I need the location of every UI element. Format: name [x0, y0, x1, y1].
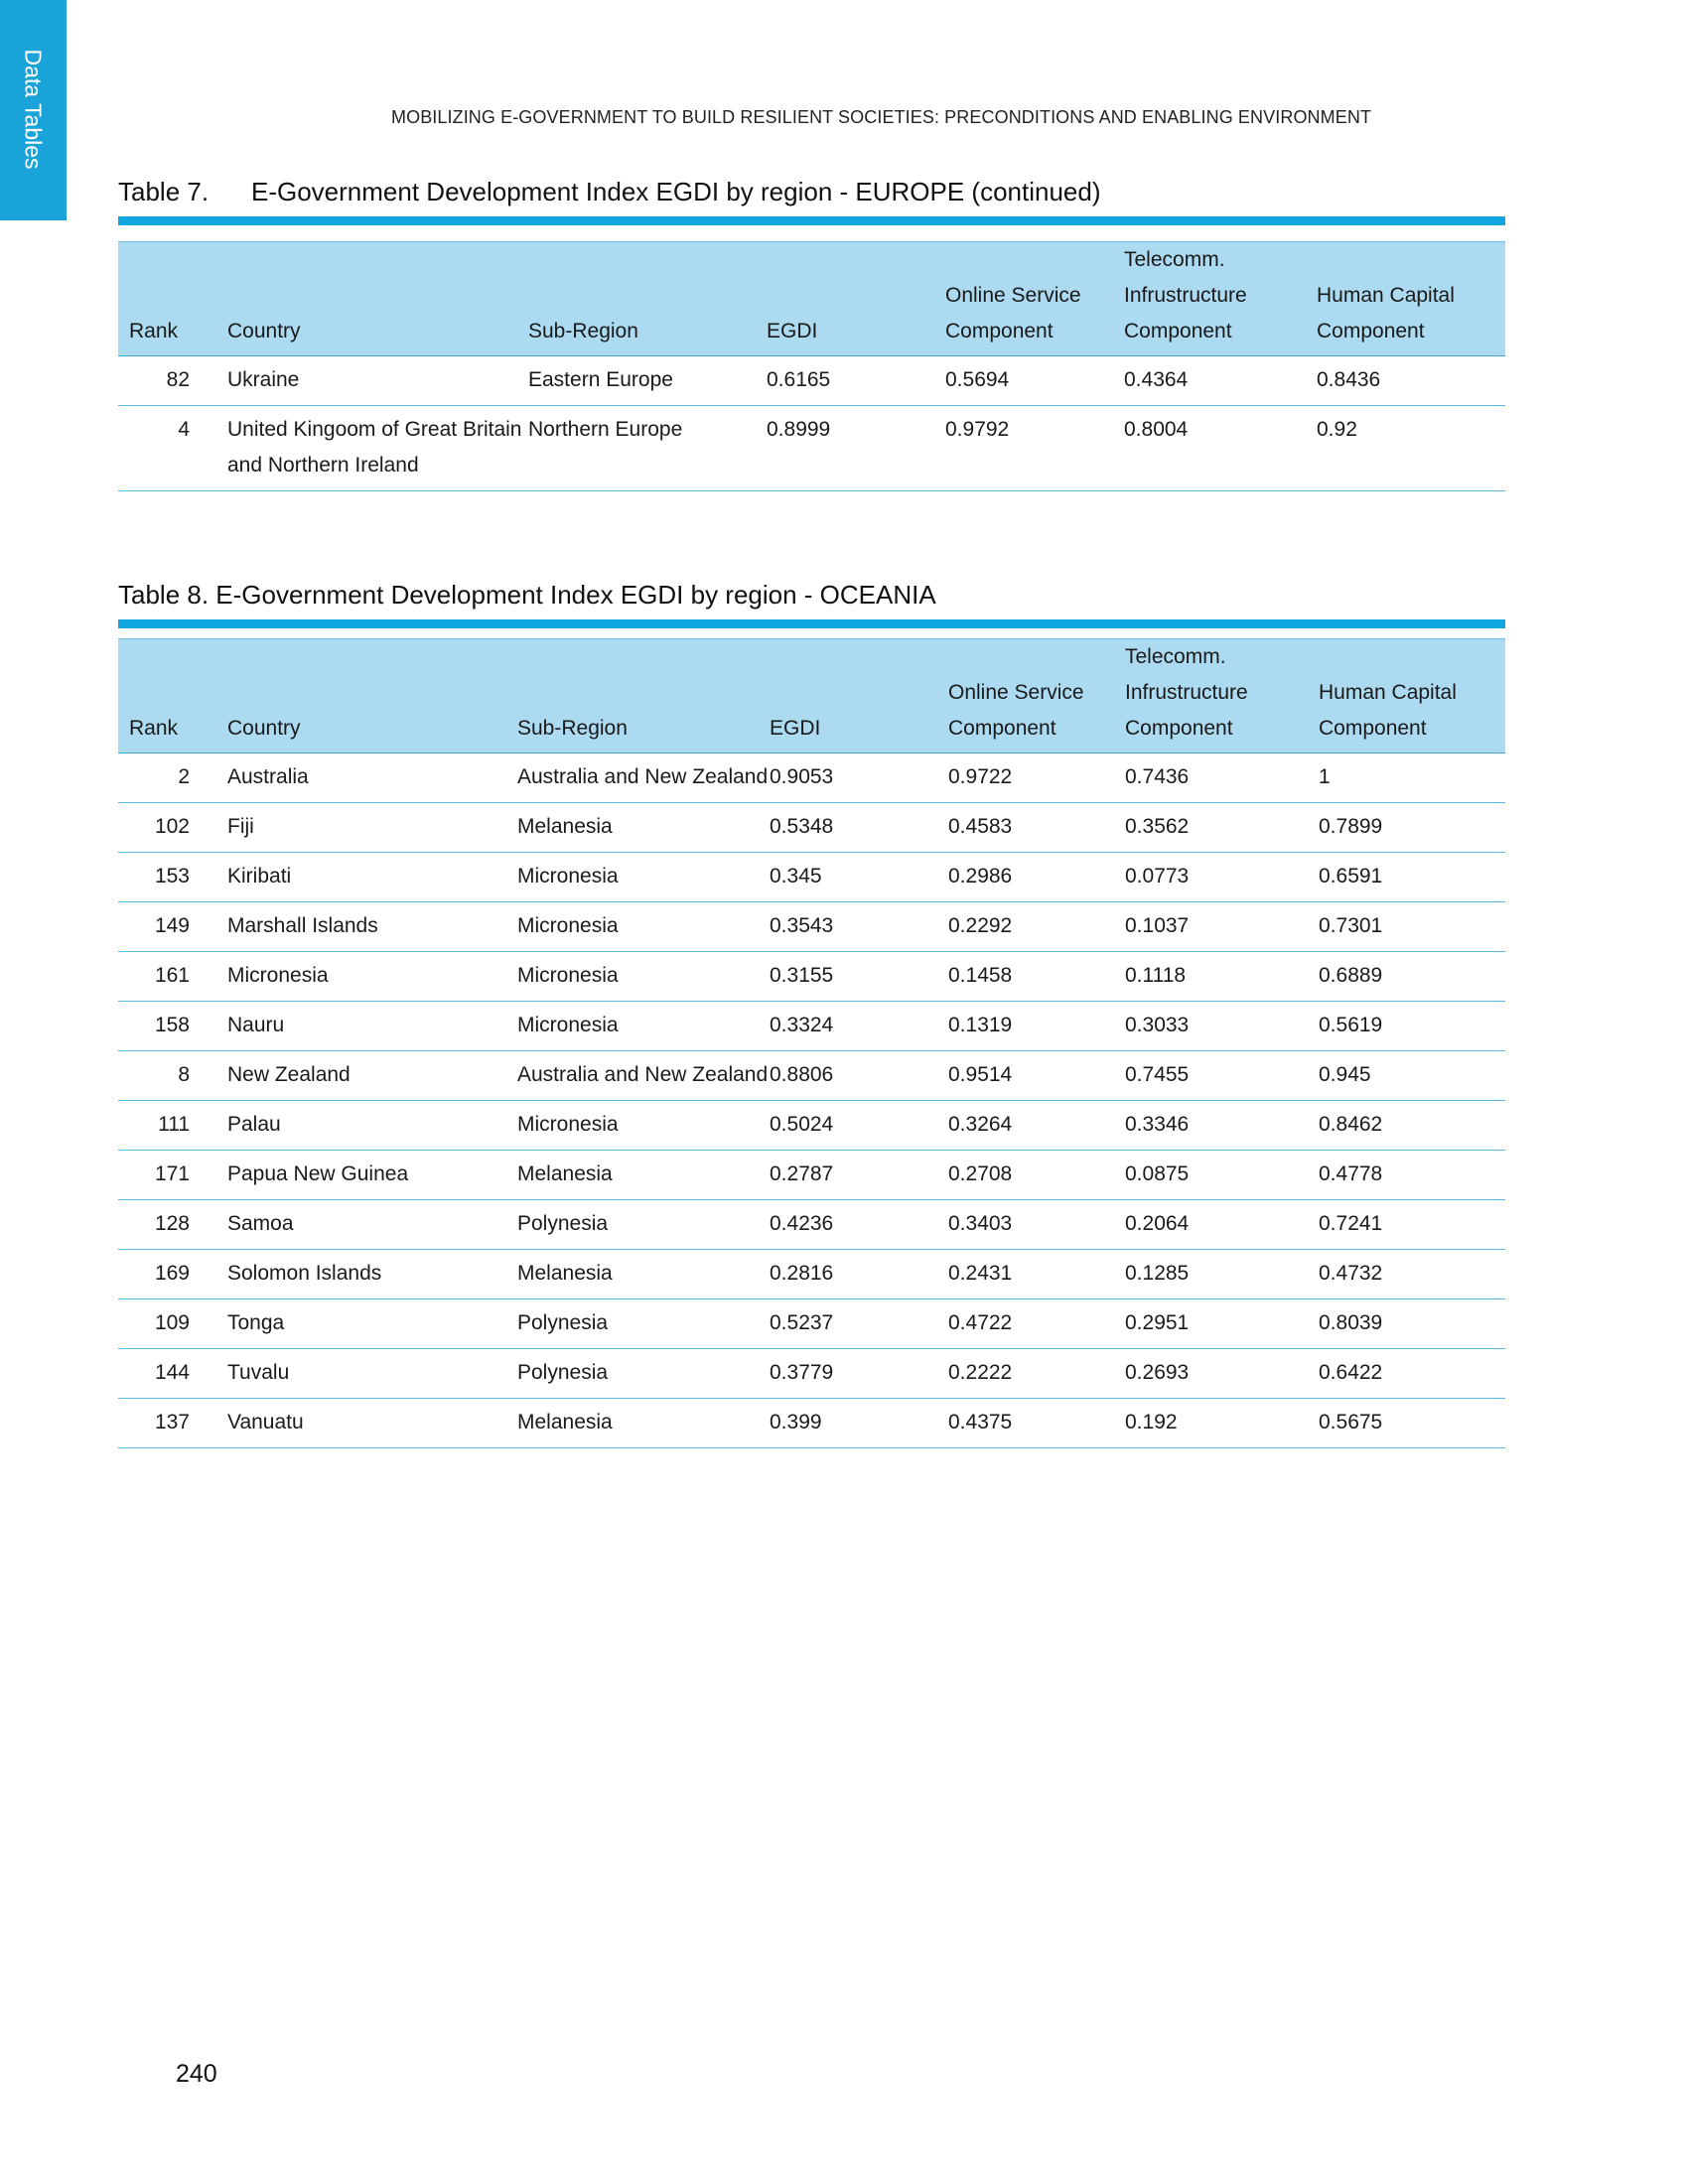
cell-tii: 0.7455	[1125, 1051, 1319, 1101]
cell-osc: 0.9722	[948, 753, 1125, 803]
cell-osc: 0.9514	[948, 1051, 1125, 1101]
table-row	[118, 1101, 1505, 1151]
cell-rank: 149	[118, 902, 227, 952]
cell-country: Marshall Islands	[227, 902, 517, 952]
page-number: 240	[176, 2060, 217, 2088]
cell-rank: 102	[118, 803, 227, 853]
col-header-egdi: EGDI	[767, 242, 945, 356]
cell-egdi: 0.9053	[770, 753, 948, 803]
cell-subregion: Melanesia	[517, 1151, 770, 1200]
table-row	[118, 902, 1505, 952]
table-row	[118, 1349, 1505, 1399]
cell-subregion: Australia and New Zealand	[517, 753, 770, 803]
side-section-tab	[0, 0, 67, 220]
cell-rank: 8	[118, 1051, 227, 1101]
cell-hci: 0.5675	[1319, 1399, 1505, 1448]
cell-hci: 0.7241	[1319, 1200, 1505, 1250]
cell-tii: 0.4364	[1124, 356, 1317, 406]
cell-hci: 0.7899	[1319, 803, 1505, 853]
cell-country: Ukraine	[227, 356, 528, 406]
cell-egdi: 0.5348	[770, 803, 948, 853]
cell-tii: 0.7436	[1125, 753, 1319, 803]
cell-hci: 0.8039	[1319, 1299, 1505, 1349]
col-header-human-capital: Human Capital Component	[1317, 242, 1505, 356]
cell-tii: 0.1037	[1125, 902, 1319, 952]
cell-osc: 0.3264	[948, 1101, 1125, 1151]
col-header-online-service: Online Service Component	[948, 639, 1125, 753]
cell-subregion: Polynesia	[517, 1200, 770, 1250]
cell-egdi: 0.6165	[767, 356, 945, 406]
cell-subregion: Polynesia	[517, 1299, 770, 1349]
cell-osc: 0.4722	[948, 1299, 1125, 1349]
cell-hci: 0.6889	[1319, 952, 1505, 1002]
cell-egdi: 0.5024	[770, 1101, 948, 1151]
cell-tii: 0.1118	[1125, 952, 1319, 1002]
cell-osc: 0.2222	[948, 1349, 1125, 1399]
cell-osc: 0.2986	[948, 853, 1125, 902]
table-7-data	[118, 241, 1505, 491]
cell-rank: 171	[118, 1151, 227, 1200]
table-row	[118, 406, 1505, 491]
cell-osc: 0.2431	[948, 1250, 1125, 1299]
table-8-header-row	[118, 639, 1505, 753]
cell-country: Fiji	[227, 803, 517, 853]
cell-hci: 0.4732	[1319, 1250, 1505, 1299]
cell-country: Kiribati	[227, 853, 517, 902]
cell-rank: 111	[118, 1101, 227, 1151]
cell-egdi: 0.3779	[770, 1349, 948, 1399]
table-row	[118, 952, 1505, 1002]
cell-subregion: Micronesia	[517, 1101, 770, 1151]
table-7-number: Table 7.	[118, 177, 210, 206]
cell-country: Micronesia	[227, 952, 517, 1002]
cell-subregion: Eastern Europe	[528, 356, 767, 406]
cell-country: Australia	[227, 753, 517, 803]
table-row	[118, 803, 1505, 853]
cell-tii: 0.3346	[1125, 1101, 1319, 1151]
table-8-data	[118, 638, 1505, 1448]
cell-subregion: Australia and New Zealand	[517, 1051, 770, 1101]
cell-egdi: 0.8999	[767, 406, 945, 491]
cell-tii: 0.2064	[1125, 1200, 1319, 1250]
cell-hci: 0.7301	[1319, 902, 1505, 952]
table-row	[118, 753, 1505, 803]
cell-country: United Kingoom of Great Britain and Northern Ireland	[227, 406, 528, 491]
cell-country: Palau	[227, 1101, 517, 1151]
cell-tii: 0.2693	[1125, 1349, 1319, 1399]
cell-osc: 0.4583	[948, 803, 1125, 853]
col-header-country: Country	[227, 639, 517, 753]
table-8-caption-rule	[118, 619, 1505, 628]
table-7-caption-rule	[118, 216, 1505, 225]
cell-tii: 0.2951	[1125, 1299, 1319, 1349]
cell-egdi: 0.3543	[770, 902, 948, 952]
cell-tii: 0.3033	[1125, 1002, 1319, 1051]
cell-subregion: Northern Europe	[528, 406, 767, 491]
cell-hci: 0.6422	[1319, 1349, 1505, 1399]
table-7-title: E-Government Development Index EGDI by region - EUROPE (continued)	[251, 177, 1101, 206]
cell-country: Vanuatu	[227, 1399, 517, 1448]
cell-rank: 144	[118, 1349, 227, 1399]
table-8-oceania	[118, 576, 1505, 1448]
cell-country: Solomon Islands	[227, 1250, 517, 1299]
cell-egdi: 0.345	[770, 853, 948, 902]
table-8-title: Table 8. E-Government Development Index EGDI by region - OCEANIA	[118, 580, 936, 610]
col-header-subregion: Sub-Region	[528, 242, 767, 356]
cell-tii: 0.192	[1125, 1399, 1319, 1448]
cell-hci: 0.4778	[1319, 1151, 1505, 1200]
cell-egdi: 0.4236	[770, 1200, 948, 1250]
cell-rank: 109	[118, 1299, 227, 1349]
table-7-header-row	[118, 242, 1505, 356]
cell-egdi: 0.8806	[770, 1051, 948, 1101]
col-header-country: Country	[227, 242, 528, 356]
cell-country: Papua New Guinea	[227, 1151, 517, 1200]
cell-rank: 169	[118, 1250, 227, 1299]
cell-subregion: Micronesia	[517, 902, 770, 952]
col-header-telecomm: Telecomm. Infrustructure Component	[1124, 242, 1317, 356]
col-header-egdi: EGDI	[770, 639, 948, 753]
table-row	[118, 1200, 1505, 1250]
cell-rank: 137	[118, 1399, 227, 1448]
cell-hci: 0.8462	[1319, 1101, 1505, 1151]
cell-hci: 1	[1319, 753, 1505, 803]
cell-osc: 0.1319	[948, 1002, 1125, 1051]
cell-subregion: Melanesia	[517, 1399, 770, 1448]
cell-rank: 2	[118, 753, 227, 803]
col-header-telecomm: Telecomm. Infrustructure Component	[1125, 639, 1319, 753]
col-header-online-service: Online Service Component	[945, 242, 1124, 356]
table-row	[118, 1399, 1505, 1448]
cell-tii: 0.1285	[1125, 1250, 1319, 1299]
cell-hci: 0.6591	[1319, 853, 1505, 902]
cell-hci: 0.8436	[1317, 356, 1505, 406]
cell-osc: 0.2708	[948, 1151, 1125, 1200]
cell-tii: 0.0773	[1125, 853, 1319, 902]
cell-rank: 158	[118, 1002, 227, 1051]
cell-osc: 0.5694	[945, 356, 1124, 406]
cell-country: Nauru	[227, 1002, 517, 1051]
table-row	[118, 1299, 1505, 1349]
cell-osc: 0.9792	[945, 406, 1124, 491]
table-row	[118, 356, 1505, 406]
cell-egdi: 0.399	[770, 1399, 948, 1448]
table-row	[118, 1051, 1505, 1101]
cell-tii: 0.8004	[1124, 406, 1317, 491]
cell-subregion: Melanesia	[517, 803, 770, 853]
cell-rank: 161	[118, 952, 227, 1002]
col-header-subregion: Sub-Region	[517, 639, 770, 753]
cell-rank: 153	[118, 853, 227, 902]
cell-subregion: Polynesia	[517, 1349, 770, 1399]
cell-egdi: 0.2816	[770, 1250, 948, 1299]
cell-egdi: 0.3324	[770, 1002, 948, 1051]
table-row	[118, 1002, 1505, 1051]
col-header-rank: Rank	[118, 639, 227, 753]
table-row	[118, 1250, 1505, 1299]
cell-hci: 0.945	[1319, 1051, 1505, 1101]
cell-subregion: Micronesia	[517, 853, 770, 902]
side-section-tab-label: Data Tables	[20, 49, 47, 170]
cell-osc: 0.1458	[948, 952, 1125, 1002]
col-header-rank: Rank	[118, 242, 227, 356]
cell-subregion: Micronesia	[517, 1002, 770, 1051]
table-7-europe	[118, 173, 1505, 491]
running-header: MOBILIZING E-GOVERNMENT TO BUILD RESILIENT SOCIETIES: PRECONDITIONS AND ENABLING ENVIRONMENT	[391, 107, 1372, 127]
cell-tii: 0.3562	[1125, 803, 1319, 853]
cell-country: Tonga	[227, 1299, 517, 1349]
cell-osc: 0.4375	[948, 1399, 1125, 1448]
cell-subregion: Micronesia	[517, 952, 770, 1002]
cell-subregion: Melanesia	[517, 1250, 770, 1299]
col-header-human-capital: Human Capital Component	[1319, 639, 1505, 753]
cell-rank: 82	[118, 356, 227, 406]
table-7-caption	[118, 173, 1505, 210]
cell-country: Samoa	[227, 1200, 517, 1250]
cell-hci: 0.5619	[1319, 1002, 1505, 1051]
cell-rank: 128	[118, 1200, 227, 1250]
table-row	[118, 1151, 1505, 1200]
cell-tii: 0.0875	[1125, 1151, 1319, 1200]
cell-egdi: 0.2787	[770, 1151, 948, 1200]
cell-egdi: 0.5237	[770, 1299, 948, 1349]
cell-osc: 0.3403	[948, 1200, 1125, 1250]
table-row	[118, 853, 1505, 902]
cell-rank: 4	[118, 406, 227, 491]
cell-egdi: 0.3155	[770, 952, 948, 1002]
cell-hci: 0.92	[1317, 406, 1505, 491]
cell-osc: 0.2292	[948, 902, 1125, 952]
table-8-caption	[118, 576, 1505, 614]
cell-country: Tuvalu	[227, 1349, 517, 1399]
cell-country: New Zealand	[227, 1051, 517, 1101]
